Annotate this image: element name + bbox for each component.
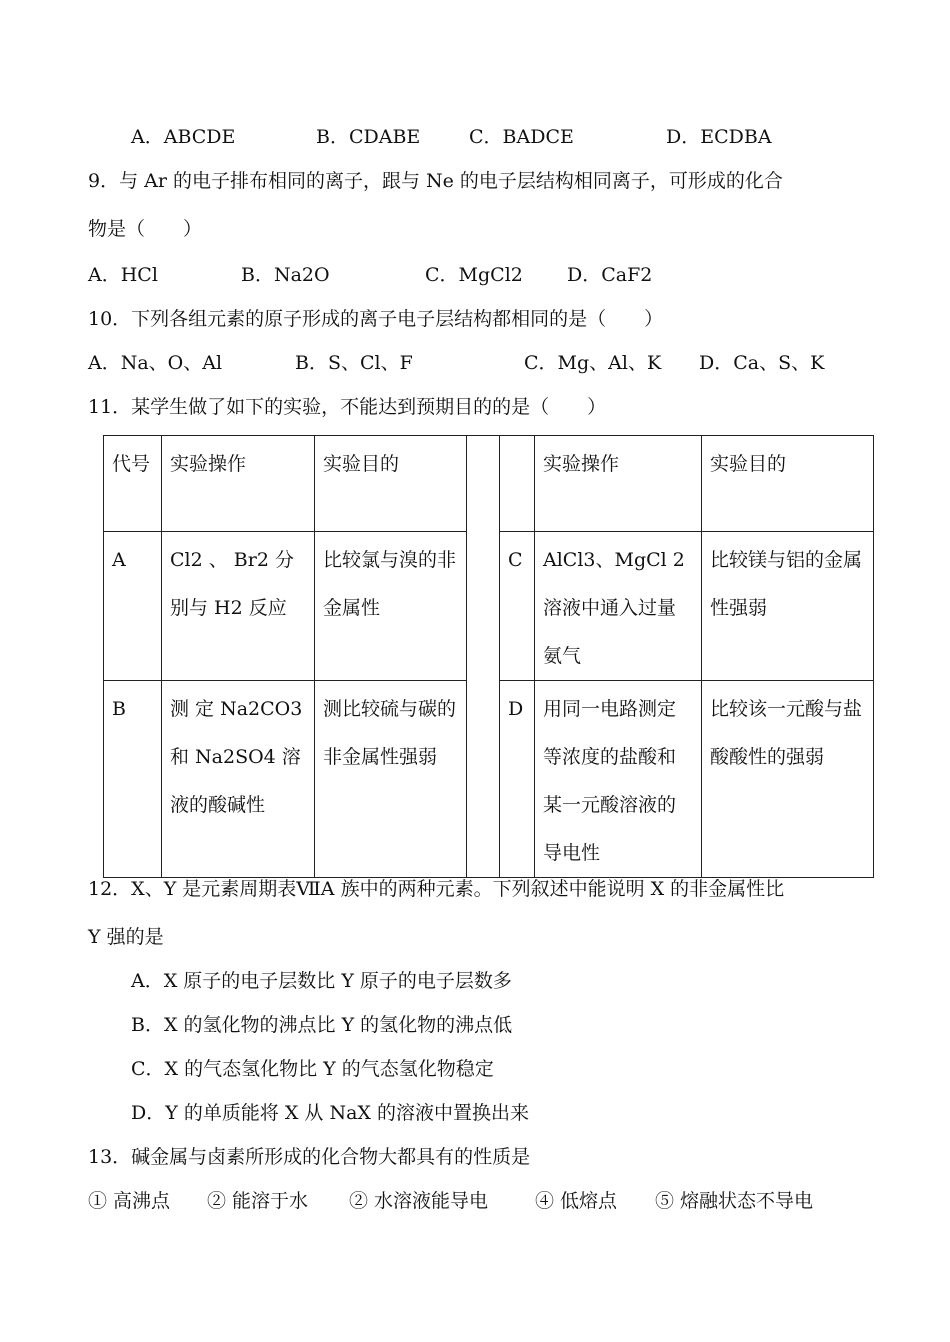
header-code: 代号 [104,436,162,532]
q10-option-a: A．Na、O、Al [88,352,223,374]
row-d-operation: 用同一电路测定等浓度的盐酸和某一元酸溶液的导电性 [535,681,702,878]
q13-item-5: ⑤ 熔融状态不导电 [655,1190,814,1212]
q9-option-c: C．MgCl2 [425,264,523,286]
row-a-code: A [104,532,162,681]
q9-option-b: B．Na2O [241,264,330,286]
q12-option-d: D．Y 的单质能将 X 从 NaX 的溶液中置换出来 [131,1102,529,1124]
q8-option-a: A．ABCDE [131,126,236,148]
q10-option-d: D．Ca、S、K [699,352,825,374]
q9-stem-line1: 9．与 Ar 的电子排布相同的离子，跟与 Ne 的电子层结构相同离子，可形成的化合 [88,170,783,192]
row-b-purpose: 测比较硫与碳的非金属性强弱 [315,681,467,878]
row-c-code: C [500,532,535,681]
row-b-operation: 测 定 Na2CO3 和 Na2SO4 溶液的酸碱性 [162,681,315,878]
q12-stem-line2: Y 强的是 [88,926,164,948]
row-c-purpose: 比较镁与铝的金属性强弱 [702,532,874,681]
q12-option-c: C．X 的气态氢化物比 Y 的气态氢化物稳定 [131,1058,494,1080]
q9-option-d: D．CaF2 [567,264,653,286]
row-b-code: B [104,681,162,878]
table-gap-column [467,436,500,878]
q8-option-c: C．BADCE [469,126,574,148]
q13-item-1: ① 高沸点 [88,1190,171,1212]
q10-option-b: B．S、Cl、F [295,352,413,374]
row-a-operation: Cl2 、 Br2 分别与 H2 反应 [162,532,315,681]
q13-stem: 13．碱金属与卤素所形成的化合物大都具有的性质是 [88,1146,531,1168]
q13-item-3: ② 水溶液能导电 [349,1190,489,1212]
q9-option-a: A．HCl [88,264,158,286]
header-code-right [500,436,535,532]
table-header-row [104,436,874,532]
header-purpose: 实验目的 [315,436,467,532]
row-d-code: D [500,681,535,878]
row-a-purpose: 比较氯与溴的非金属性 [315,532,467,681]
q12-option-a: A．X 原子的电子层数比 Y 原子的电子层数多 [131,970,512,992]
q13-item-2: ② 能溶于水 [207,1190,309,1212]
header-operation-right: 实验操作 [535,436,702,532]
q9-stem-line2: 物是（ ） [88,218,203,240]
q8-option-d: D．ECDBA [666,126,772,148]
experiment-table [103,435,874,878]
q11-stem: 11．某学生做了如下的实验，不能达到预期目的的是（ ） [88,396,607,418]
header-operation: 实验操作 [162,436,315,532]
q10-option-c: C．Mg、Al、K [524,352,662,374]
q12-option-b: B．X 的氢化物的沸点比 Y 的氢化物的沸点低 [131,1014,513,1036]
q13-item-4: ④ 低熔点 [535,1190,618,1212]
row-c-operation: AlCl3、MgCl 2 溶液中通入过量氨气 [535,532,702,681]
q8-option-b: B．CDABE [316,126,421,148]
q12-stem-line1: 12．X、Y 是元素周期表ⅦA 族中的两种元素。下列叙述中能说明 X 的非金属性比 [88,878,785,900]
row-d-purpose: 比较该一元酸与盐酸酸性的强弱 [702,681,874,878]
header-purpose-right: 实验目的 [702,436,874,532]
q10-stem: 10．下列各组元素的原子形成的离子电子层结构都相同的是（ ） [88,308,664,330]
